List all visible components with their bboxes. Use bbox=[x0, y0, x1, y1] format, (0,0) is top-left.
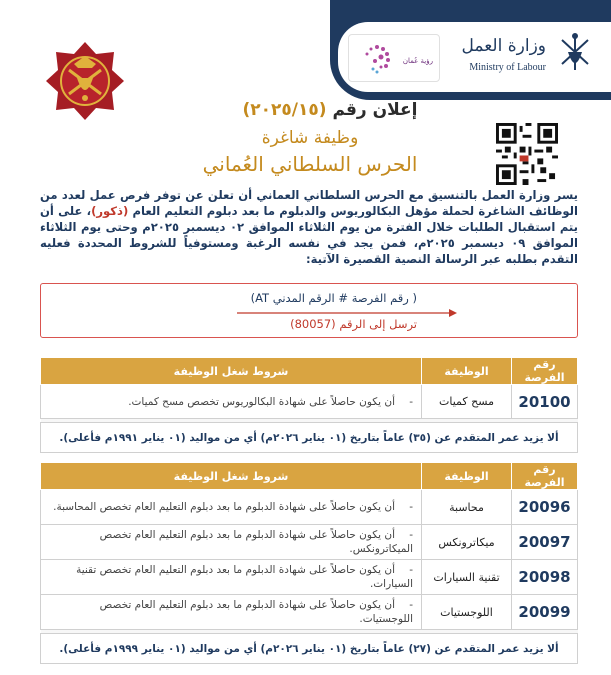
age-note: ألا يزيد عمر المتقدم عن (٢٧) عاماً بتاريخ (٠١ يناير ٢٠٢٦م) أي من مواليد (٠١ يناير ١٩٩٩م فأعلى). bbox=[41, 634, 578, 664]
col-header-role: الوظيفة bbox=[422, 463, 512, 490]
vision-dots-icon bbox=[357, 39, 397, 79]
job-condition: -أن يكون حاصلاً على شهادة الدبلوم ما بعد دبلوم التعليم العام تخصص المحاسبة. bbox=[41, 490, 422, 525]
age-note-row bbox=[41, 423, 578, 453]
ministry-logo bbox=[452, 30, 602, 86]
table-row bbox=[41, 560, 578, 595]
age-note-row bbox=[41, 634, 578, 664]
job-role: اللوجستيات bbox=[422, 595, 512, 630]
announcement-number: (٢٠٢٥/١٥) bbox=[242, 100, 327, 120]
announcement-prefix: إعلان رقم bbox=[332, 100, 418, 120]
job-role: مسح كميات bbox=[422, 385, 512, 419]
table-row bbox=[41, 595, 578, 630]
col-header-role: الوظيفة bbox=[422, 358, 512, 385]
job-code: 20100 bbox=[512, 385, 578, 419]
jobs-table-diploma bbox=[40, 462, 578, 664]
job-condition: -أن يكون حاصلاً على شهادة الدبلوم ما بعد دبلوم التعليم العام تخصص تقنية السيارات. bbox=[41, 560, 422, 595]
job-subtitle: وظيفة شاغرة bbox=[261, 128, 359, 148]
job-condition-text: أن يكون حاصلاً على شهادة الدبلوم ما بعد دبلوم التعليم العام تخصص المحاسبة. bbox=[53, 501, 395, 513]
job-condition-text: أن يكون حاصلاً على شهادة الدبلوم ما بعد دبلوم التعليم العام تخصص اللوجستيات. bbox=[99, 599, 413, 625]
oman-khanjar-emblem-icon bbox=[554, 30, 596, 78]
col-header-code: رقم الفرصة bbox=[512, 463, 578, 490]
table-row bbox=[41, 525, 578, 560]
job-code: 20096 bbox=[512, 490, 578, 525]
intro-part1: يسر وزارة العمل بالتنسيق مع الحرس السلطاني العماني أن تعلن عن توفر فرص عمل لعدد من الوظائف الشاغرة لحملة مؤهل البكالوريوس والدبلوم ما بعد دبلوم التعليم العام bbox=[40, 188, 578, 218]
job-condition-text: أن يكون حاصلاً على شهادة الدبلوم ما بعد دبلوم التعليم العام تخصص تقنية السيارات. bbox=[76, 564, 413, 590]
col-header-code: رقم الفرصة bbox=[512, 358, 578, 385]
vision-text: رؤية عُمان bbox=[402, 57, 433, 65]
ministry-name-en: Ministry of Labour bbox=[469, 62, 546, 73]
qr-code-icon bbox=[496, 123, 558, 185]
job-condition-text: أن يكون حاصلاً على شهادة الدبلوم ما بعد دبلوم التعليم العام تخصص الميكاترونكس. bbox=[99, 529, 413, 555]
job-code: 20099 bbox=[512, 595, 578, 630]
job-condition: -أن يكون حاصلاً على شهادة البكالوريوس تخصص مسح كميات. bbox=[41, 385, 422, 419]
intro-part2: ، على أن يتم استقبال الطلبات خلال الفترة من يوم الثلاثاء الموافق ٠٢ ديسمبر ٢٠٢٥م وحتى يوم الثلاثاء الموافق ٠٩ ديسمبر ٢٠٢٥م، فمن يجد في نفسه الرغبة ومستوفياً للشروط المحددة فعليه التقدم بطلبه عبر الرسالة النصية القصيرة الآتية: bbox=[40, 204, 579, 266]
job-condition-text: أن يكون حاصلاً على شهادة البكالوريوس تخصص مسح كميات. bbox=[128, 395, 395, 408]
sms-apply-box bbox=[40, 283, 578, 338]
table-row bbox=[41, 490, 578, 525]
ministry-name-ar: وزارة العمل bbox=[461, 36, 546, 56]
age-note: ألا يزيد عمر المتقدم عن (٣٥) عاماً بتاريخ (٠١ يناير ٢٠٢٦م) أي من مواليد (٠١ يناير ١٩٩١م فأعلى). bbox=[41, 423, 578, 453]
sms-number: ترسل إلى الرقم (80057) bbox=[290, 317, 417, 331]
arrow-right-icon bbox=[237, 309, 457, 317]
job-role: محاسبة bbox=[422, 490, 512, 525]
table-row bbox=[41, 385, 578, 419]
job-code: 20097 bbox=[512, 525, 578, 560]
job-role: تقنية السيارات bbox=[422, 560, 512, 595]
job-condition: -أن يكون حاصلاً على شهادة الدبلوم ما بعد دبلوم التعليم العام تخصص اللوجستيات. bbox=[41, 595, 422, 630]
job-code: 20098 bbox=[512, 560, 578, 595]
royal-guard-emblem-icon bbox=[44, 40, 126, 122]
organization-name: الحرس السلطاني العُماني bbox=[202, 152, 418, 176]
jobs-table-bachelor bbox=[40, 357, 578, 453]
col-header-conditions: شروط شغل الوظيفة bbox=[41, 463, 422, 490]
job-condition: -أن يكون حاصلاً على شهادة الدبلوم ما بعد دبلوم التعليم العام تخصص الميكاترونكس. bbox=[41, 525, 422, 560]
announcement-title bbox=[180, 100, 480, 120]
col-header-conditions: شروط شغل الوظيفة bbox=[41, 358, 422, 385]
job-role: ميكاترونكس bbox=[422, 525, 512, 560]
sms-format: ( رقم الفرصة # الرقم المدني AT) bbox=[250, 291, 417, 305]
intro-paragraph bbox=[40, 187, 578, 267]
oman-vision-logo bbox=[348, 34, 440, 82]
intro-gender-highlight: (ذكور) bbox=[91, 204, 129, 218]
